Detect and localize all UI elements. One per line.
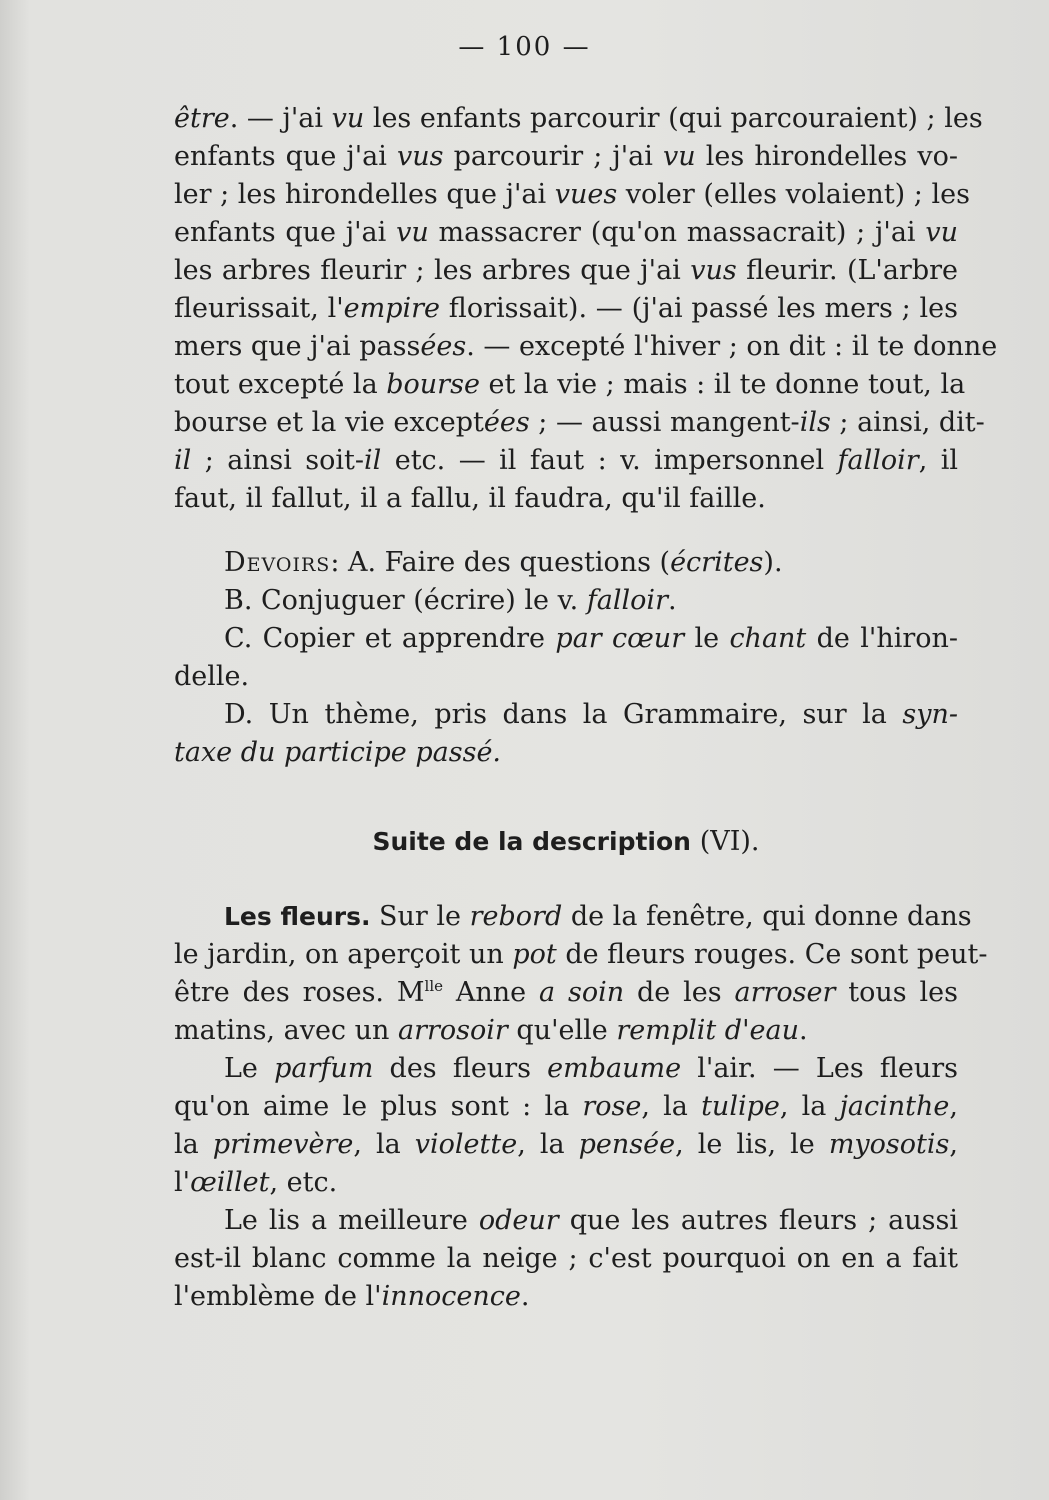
- italic-run: œillet: [190, 1167, 270, 1198]
- text-run: bourse et la vie except: [174, 407, 484, 438]
- text-line: [174, 290, 958, 328]
- italic-run: vus: [397, 141, 444, 172]
- text-run: qu'elle: [507, 1015, 617, 1046]
- italic-run: rebord: [469, 901, 563, 932]
- italic-run: vu: [396, 217, 429, 248]
- italic-run: ils: [799, 407, 831, 438]
- italic-run: rose: [582, 1091, 642, 1122]
- text-run: que les autres fleurs ; aussi: [558, 1205, 959, 1236]
- text-run: l'air. — Les fleurs: [681, 1053, 958, 1084]
- fleurs-lead: Les fleurs.: [224, 902, 371, 931]
- devoir-a: [174, 544, 958, 582]
- italic-run: primevère: [212, 1129, 354, 1160]
- text-line: [174, 100, 983, 138]
- italic-run: falloir: [837, 445, 919, 476]
- italic-run: odeur: [478, 1205, 559, 1236]
- text-line: [174, 328, 998, 366]
- text-run: être des roses. M: [174, 977, 425, 1008]
- devoir-d: [174, 696, 958, 734]
- text-run: massacrer (qu'on massacrait) ; j'ai: [428, 217, 926, 248]
- italic-run: être: [174, 103, 230, 134]
- text-run: les enfants parcourir (qui parcouraient) ; les: [364, 103, 983, 134]
- italic-run: vu: [663, 141, 696, 172]
- fleurs-line: [174, 1088, 958, 1126]
- text-run: , la: [779, 1091, 840, 1122]
- fleurs-line: [174, 1202, 958, 1240]
- fleurs-line: [174, 898, 972, 936]
- text-run: Le lis a meilleure: [224, 1205, 479, 1236]
- text-line: [174, 404, 985, 442]
- fleurs-section: [174, 898, 988, 1316]
- text-run: le jardin, on aperçoit un: [174, 939, 513, 970]
- italic-run: falloir: [586, 585, 668, 616]
- fleurs-line: [174, 1126, 958, 1164]
- text-run: etc. — il faut : v. impersonnel: [381, 445, 838, 476]
- text-run: et la vie ; mais : il te donne tout, la: [479, 369, 966, 400]
- text-run: , le lis, le: [675, 1129, 829, 1160]
- text-run: est-il blanc comme la neige ; c'est pourquoi on en a fait: [174, 1243, 958, 1274]
- text-run: , il: [918, 445, 958, 476]
- text-run: B. Conjuguer (écrire) le v.: [224, 585, 587, 616]
- text-run: Anne: [443, 977, 540, 1008]
- text-line: [174, 252, 958, 290]
- text-run: mers que j'ai pass: [174, 331, 421, 362]
- text-run: le: [684, 623, 730, 654]
- text-line: [174, 214, 958, 252]
- text-run: les hirondelles vo-: [695, 141, 958, 172]
- text-run: de les: [624, 977, 735, 1008]
- italic-run: innocence: [381, 1281, 521, 1312]
- text-run: fleurir. (L'arbre: [736, 255, 958, 286]
- text-run: .: [520, 1281, 530, 1312]
- text-line: [174, 480, 958, 518]
- devoir-d-cont: [174, 734, 958, 772]
- text-run: ; ainsi soit-: [191, 445, 365, 476]
- italic-run: vu: [331, 103, 365, 134]
- text-run: . — j'ai: [229, 103, 332, 134]
- italic-run: pot: [512, 939, 557, 970]
- text-run: Sur le: [370, 901, 470, 932]
- text-run: fleurissait, l': [174, 293, 344, 324]
- italic-run: tulipe: [701, 1091, 780, 1122]
- italic-run: bourse: [386, 369, 480, 400]
- superscript-run: lle: [424, 977, 444, 995]
- text-run: D. Un thème, pris dans la Grammaire, sur la: [224, 699, 903, 730]
- fleurs-line: [174, 1050, 958, 1088]
- text-run: l': [174, 1167, 191, 1198]
- text-run: de l'hiron-: [806, 623, 959, 654]
- text-run: matins, avec un: [174, 1015, 398, 1046]
- italic-run: remplit d'eau: [616, 1015, 799, 1046]
- italic-run: il: [174, 445, 192, 476]
- text-run: ; ainsi, dit-: [830, 407, 985, 438]
- italic-run: myosotis: [828, 1129, 950, 1160]
- text-run: ; — aussi mangent-: [529, 407, 800, 438]
- italic-run: ées: [420, 331, 467, 362]
- devoirs-label: Devoirs: [224, 547, 331, 578]
- text-run: parcourir ; j'ai: [443, 141, 664, 172]
- italic-run: violette: [414, 1129, 518, 1160]
- italic-run: il: [364, 445, 382, 476]
- text-run: Le: [224, 1053, 275, 1084]
- italic-run: vus: [690, 255, 737, 286]
- fleurs-line: [174, 1012, 958, 1050]
- text-run: des fleurs: [373, 1053, 548, 1084]
- italic-run: arroser: [734, 977, 836, 1008]
- section-title-main: Suite de la description: [372, 827, 691, 856]
- paragraph-top: [174, 100, 998, 518]
- text-run: delle.: [174, 661, 250, 692]
- text-run: C. Copier et apprendre: [224, 623, 556, 654]
- text-run: . — excepté l'hiver ; on dit : il te donne: [466, 331, 998, 362]
- fleurs-line-text: [370, 901, 971, 932]
- fleurs-line: [174, 1164, 958, 1202]
- section-title-paren: (VI).: [699, 826, 760, 857]
- text-run: voler (elles volaient) ; les: [617, 179, 970, 210]
- italic-run: ées: [483, 407, 530, 438]
- fleurs-line: [174, 974, 958, 1012]
- text-run: tous les: [835, 977, 958, 1008]
- text-run: .: [667, 585, 677, 616]
- fleurs-line: [174, 1240, 958, 1278]
- italic-run: a soin: [539, 977, 625, 1008]
- text-run: ,: [949, 1091, 958, 1122]
- text-run: qu'on aime le plus sont : la: [174, 1091, 583, 1122]
- devoir-c: [174, 620, 958, 658]
- text-run: , la: [353, 1129, 415, 1160]
- text-run: florissait). — (j'ai passé les mers ; les: [440, 293, 959, 324]
- italic-run: jacinthe: [839, 1091, 950, 1122]
- text-run: de fleurs rouges. Ce sont peut-: [556, 939, 988, 970]
- text-run: ,: [949, 1129, 958, 1160]
- text-line: [174, 442, 958, 480]
- text-run: l'emblème de l': [174, 1281, 382, 1312]
- fleurs-line: [174, 936, 988, 974]
- italic-run: arrosoir: [398, 1015, 508, 1046]
- text-run: .: [798, 1015, 808, 1046]
- text-run: enfants que j'ai: [174, 141, 398, 172]
- italic-run: vues: [554, 179, 618, 210]
- italic-run: pensée: [578, 1129, 676, 1160]
- text-line: [174, 138, 958, 176]
- text-line: [174, 366, 966, 404]
- text-run: enfants que j'ai: [174, 217, 397, 248]
- italic-run: empire: [343, 293, 441, 324]
- italic-run: par cœur: [555, 623, 685, 654]
- text-run: ler ; les hirondelles que j'ai: [174, 179, 555, 210]
- italic-run: vu: [925, 217, 958, 248]
- devoir-a-text: [330, 547, 782, 578]
- italic-run: embaume: [547, 1053, 682, 1084]
- text-run: tout excepté la: [174, 369, 387, 400]
- devoirs-section: [174, 544, 958, 772]
- text-run: faut, il fallut, il a fallu, il faudra, qu'il faille.: [174, 483, 766, 514]
- italic-run: parfum: [274, 1053, 374, 1084]
- italic-run: syn-: [902, 699, 958, 730]
- text-run: , etc.: [269, 1167, 338, 1198]
- page-number: — 100 —: [458, 32, 591, 62]
- text-line: [174, 176, 970, 214]
- fleurs-line: [174, 1278, 958, 1316]
- devoir-b: [174, 582, 958, 620]
- text-run: , la: [517, 1129, 579, 1160]
- text-run: la: [174, 1129, 213, 1160]
- section-title: [174, 826, 958, 857]
- text-run: ).: [763, 547, 783, 578]
- devoir-c-cont: [174, 658, 958, 696]
- text-run: de la fenêtre, qui donne dans: [562, 901, 972, 932]
- italic-run: chant: [729, 623, 807, 654]
- text-run: , la: [641, 1091, 702, 1122]
- italic-run: taxe du participe passé.: [174, 737, 502, 768]
- text-run: : A. Faire des questions (: [330, 547, 671, 578]
- text-run: les arbres fleurir ; les arbres que j'ai: [174, 255, 691, 286]
- italic-run: écrites: [670, 547, 764, 578]
